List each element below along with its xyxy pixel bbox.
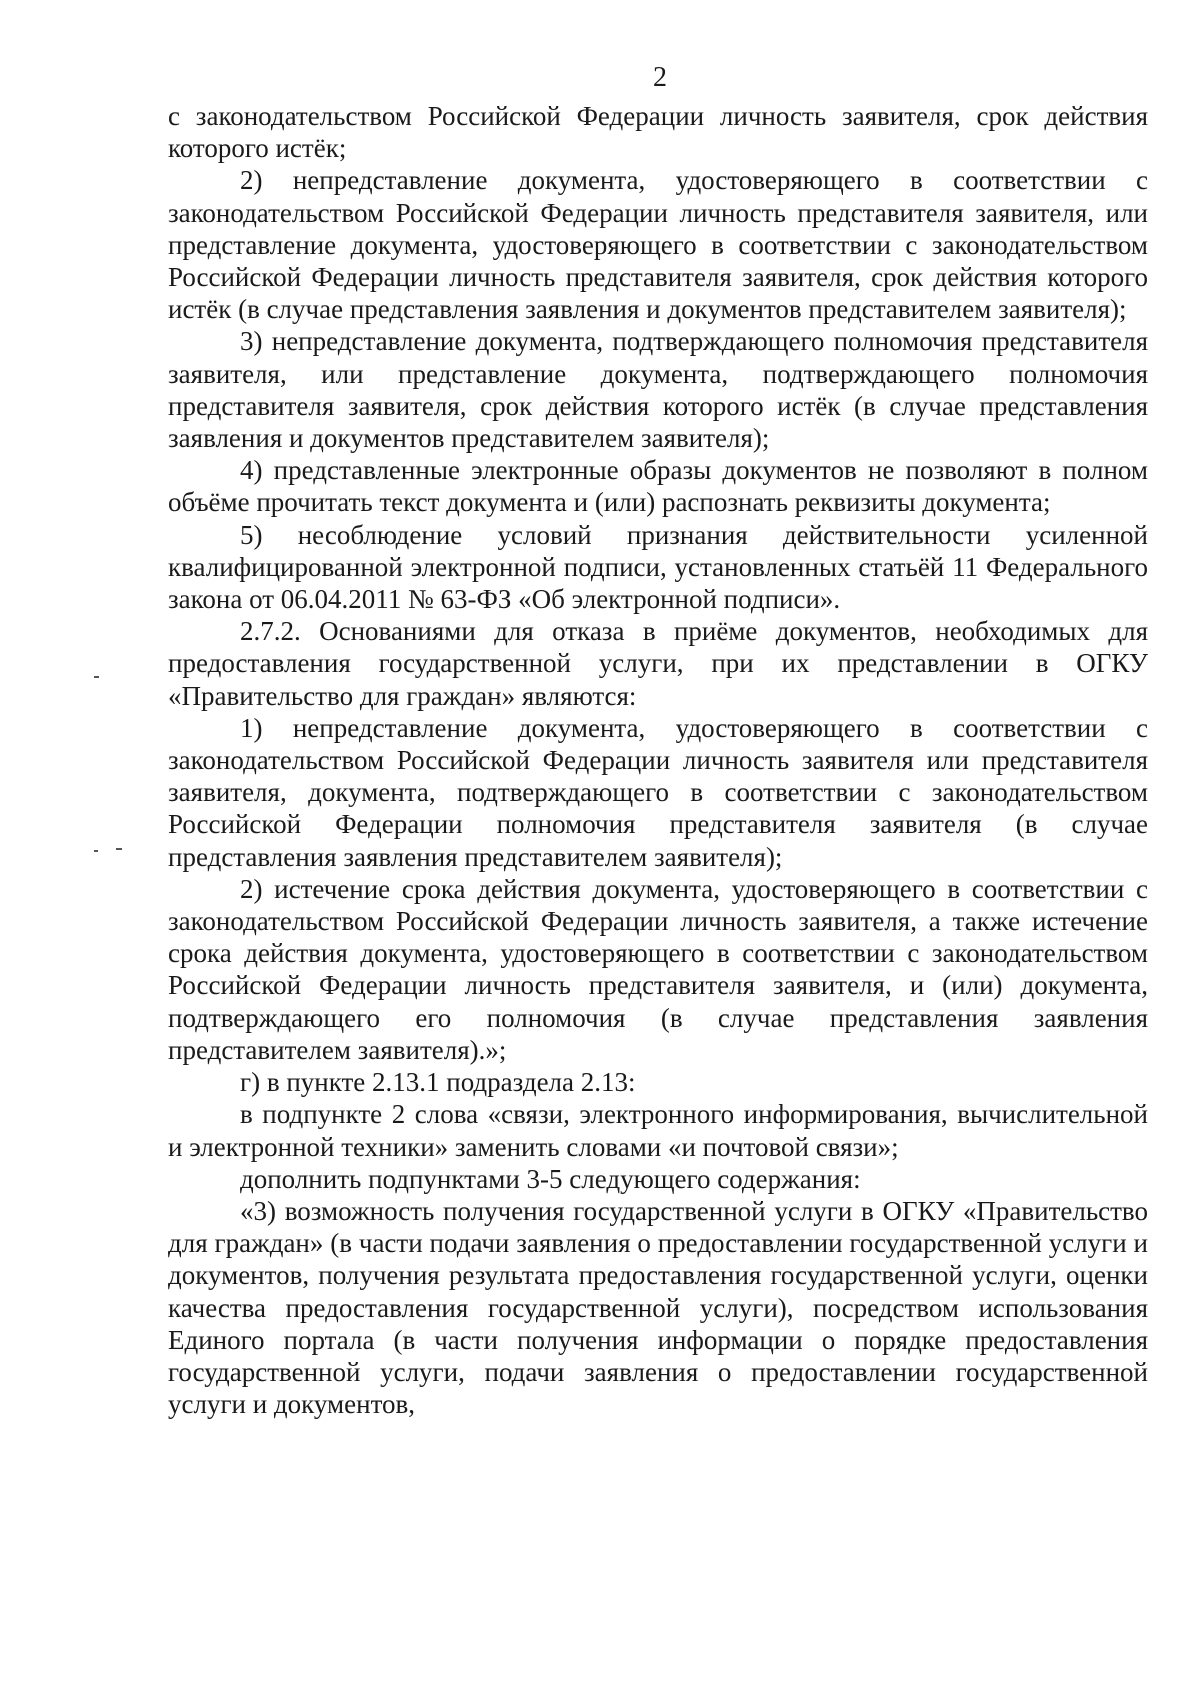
paragraph-item-2-representative-id: 2) непредставление документа, удостоверяющего в соответствии с законодательством Российской Федерации личность представителя заявителя, или представление документа, удостоверяющего в соответствии с законодательством Российской Федерации личность представителя заявителя, срок действия которого истёк (в случае представления заявления и документов представителем заявителя); [168, 165, 1148, 325]
paragraph-g-point-2-13-1: г) в пункте 2.13.1 подраздела 2.13: [240, 1067, 636, 1098]
paragraph-grounds-item-2: 2) истечение срока действия документа, удостоверяющего в соответствии с законодательством Российской Федерации личность заявителя, а также истечение срока действия документа, удостоверяющего в соответствии с законодательством Российской Федерации личность представителя заявителя, и (или) документа, подтверждающего его полномочия (в случае представления заявления представителем заявителя).»; [168, 873, 1148, 1065]
page-number: 2 [653, 62, 667, 93]
scan-artifact-mark [116, 848, 122, 850]
paragraph-add-subpoints: дополнить подпунктами 3-5 следующего содержания: [240, 1163, 861, 1194]
paragraph-item-5-electronic-signature: 5) несоблюдение условий признания действительности усиленной квалифицированной электронной подписи, установленных статьёй 11 Федерального закона от 06.04.2011 № 63-ФЗ «Об электронной подписи». [168, 519, 1148, 615]
paragraph-item-3-representative-authority: 3) непредставление документа, подтверждающего полномочия представителя заявителя, или представление документа, подтверждающего полномочия представителя заявителя, срок действия которого истёк (в случае представления заявления и документов представителем заявителя); [168, 326, 1148, 454]
paragraph-continuation: с законодательством Российской Федерации личность заявителя, срок действия которого истёк; [168, 101, 1148, 164]
scan-artifact-mark [94, 676, 99, 678]
document-body [168, 100, 1148, 1420]
paragraph-grounds-item-1: 1) непредставление документа, удостоверяющего в соответствии с законодательством Российской Федерации личность заявителя или представителя заявителя, документа, подтверждающего в соответствии с законодательством Российской Федерации полномочия представителя заявителя (в случае представления заявления представителем заявителя); [168, 712, 1148, 872]
paragraph-item-4-electronic-images: 4) представленные электронные образы документов не позволяют в полном объёме прочитать текст документа и (или) распознать реквизиты документа; [168, 455, 1148, 518]
paragraph-subpoint-2-replace: в подпункте 2 слова «связи, электронного информирования, вычислительной и электронной техники» заменить словами «и почтовой связи»; [168, 1099, 1148, 1162]
paragraph-2-7-2-grounds: 2.7.2. Основаниями для отказа в приёме документов, необходимых для предоставления государственной услуги, при их представлении в ОГКУ «Правительство для граждан» являются: [168, 616, 1148, 711]
paragraph-subpoint-3: «3) возможность получения государственной услуги в ОГКУ «Правительство для граждан» (в части подачи заявления о предоставлении государственной услуги и документов, получения результата предоставления государственной услуги, оценки качества предоставления государственной услуги), посредством использования Единого портала (в части получения информации о порядке предоставления государственной услуги, подачи заявления о предоставлении государственной услуги и документов, [168, 1195, 1148, 1420]
scan-artifact-mark [94, 850, 98, 852]
